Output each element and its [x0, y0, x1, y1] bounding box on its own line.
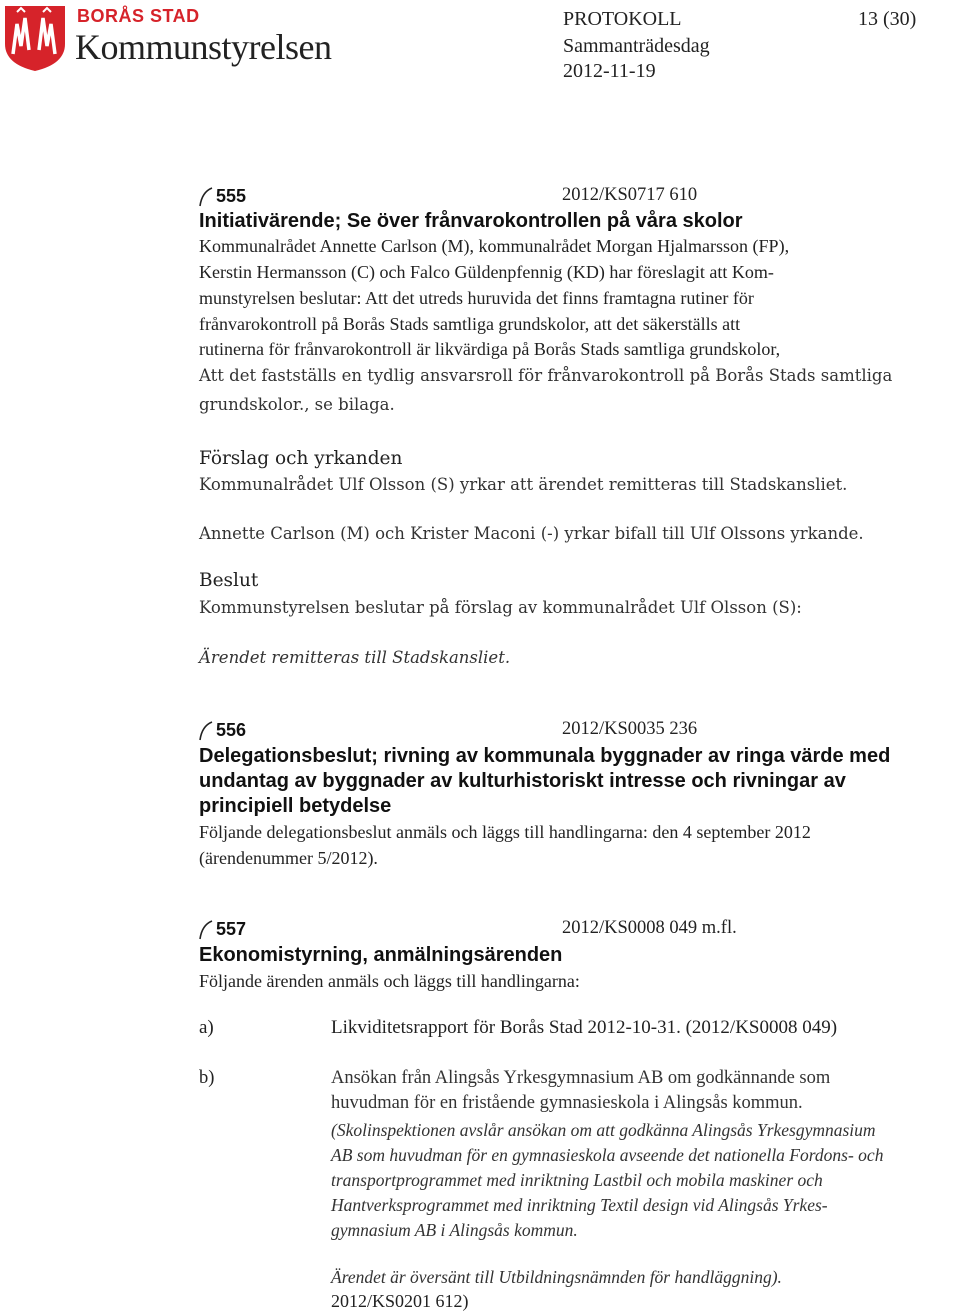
- item-marker: b): [199, 1068, 215, 1088]
- borås-stad-logo: [3, 4, 343, 76]
- section-title: Delegationsbeslut; rivning av kommunala byggnader av ringa värde med: [199, 745, 891, 767]
- section-ref: 2012/KS0717 610: [562, 185, 698, 205]
- item-line: Ansökan från Alingsås Yrkesgymnasium AB om godkännande som: [331, 1068, 831, 1088]
- doc-type: PROTOKOLL: [563, 8, 682, 30]
- section-title: undantag av byggnader av kulturhistoriskt intresse och rivningar av: [199, 770, 846, 792]
- item-italic-line: Hantverksprogrammet med inriktning Textil design vid Alingsås Yrkes-: [331, 1195, 828, 1215]
- body-line: frånvarokontroll på Borås Stads samtliga grundskolor, att det säkerställs att: [199, 314, 741, 334]
- item-ref: 2012/KS0201 612): [331, 1291, 469, 1311]
- item-italic-line: (Skolinspektionen avslår ansökan om att godkänna Alingsås Yrkesgymnasium: [331, 1120, 876, 1140]
- body-line: munstyrelsen beslutar: Att det utreds huruvida det finns framtagna rutiner för: [199, 288, 754, 308]
- section-number: 555: [216, 186, 247, 206]
- item-text: Likviditetsrapport för Borås Stad 2012-10-31. (2012/KS0008 049): [331, 1017, 838, 1038]
- body-line: grundskolor., se bilaga.: [199, 395, 395, 414]
- body-line: (ärendenummer 5/2012).: [199, 848, 378, 868]
- coat-of-arms-icon: [3, 4, 67, 72]
- decision-heading: Beslut: [199, 570, 259, 591]
- section-ref: 2012/KS0035 236: [562, 719, 698, 739]
- body-line: rutinerna för frånvarokontroll är likvärdiga på Borås Stads samtliga grundskolor,: [199, 339, 781, 359]
- item-marker: a): [199, 1017, 214, 1038]
- paragraph-arrow-icon: [198, 919, 214, 941]
- meeting-label: Sammanträdesdag: [563, 35, 710, 57]
- section-ref: 2012/KS0008 049 m.fl.: [562, 918, 737, 938]
- item-note: Ärendet är översänt till Utbildningsnämnden för handläggning).: [331, 1267, 782, 1287]
- body-line: Kommunalrådet Annette Carlson (M), kommunalrådet Morgan Hjalmarsson (FP),: [199, 236, 790, 256]
- proposal-text: Kommunalrådet Ulf Olsson (S) yrkar att ärendet remitteras till Stadskansliet.: [199, 475, 848, 494]
- item-italic-line: gymnasium AB i Alingsås kommun.: [331, 1220, 578, 1240]
- paragraph-arrow-icon: [198, 186, 214, 208]
- logo-text-top: BORÅS STAD: [77, 6, 200, 26]
- section-title: Initiativärende; Se över frånvarokontrollen på våra skolor: [199, 210, 743, 232]
- paragraph-arrow-icon: [198, 720, 214, 742]
- decision-outcome: Ärendet remitteras till Stadskansliet.: [199, 648, 511, 667]
- section-intro: Följande ärenden anmäls och läggs till handlingarna:: [199, 971, 580, 991]
- proposals-heading: Förslag och yrkanden: [199, 448, 403, 469]
- item-italic-line: AB som huvudman för en gymnasieskola avseende det nationella Fordons- och: [331, 1145, 884, 1165]
- item-italic-line: transportprogrammet med inriktning Lastbil och mobila maskiner och: [331, 1170, 823, 1190]
- section-number: 557: [216, 919, 247, 939]
- item-line: huvudman för en fristående gymnasieskola i Alingsås kommun.: [331, 1093, 803, 1113]
- section-number: 556: [216, 720, 247, 740]
- body-line: Kerstin Hermansson (C) och Falco Güldenpfennig (KD) har föreslagit att Kom-: [199, 262, 774, 282]
- section-title: Ekonomistyrning, anmälningsärenden: [199, 944, 563, 966]
- body-line: Följande delegationsbeslut anmäls och läggs till handlingarna: den 4 september 2012: [199, 822, 811, 842]
- logo-text-main: Kommunstyrelsen: [75, 27, 332, 67]
- meeting-date: 2012-11-19: [563, 60, 656, 82]
- body-line: Att det fastställs en tydlig ansvarsroll för frånvarokontroll på Borås Stads samtliga: [199, 366, 893, 385]
- decision-text: Kommunstyrelsen beslutar på förslag av kommunalrådet Ulf Olsson (S):: [199, 598, 802, 617]
- page-number: 13 (30): [858, 8, 917, 30]
- proposal-text: Annette Carlson (M) och Krister Maconi (-) yrkar bifall till Ulf Olssons yrkande.: [199, 524, 864, 543]
- section-title: principiell betydelse: [199, 795, 392, 817]
